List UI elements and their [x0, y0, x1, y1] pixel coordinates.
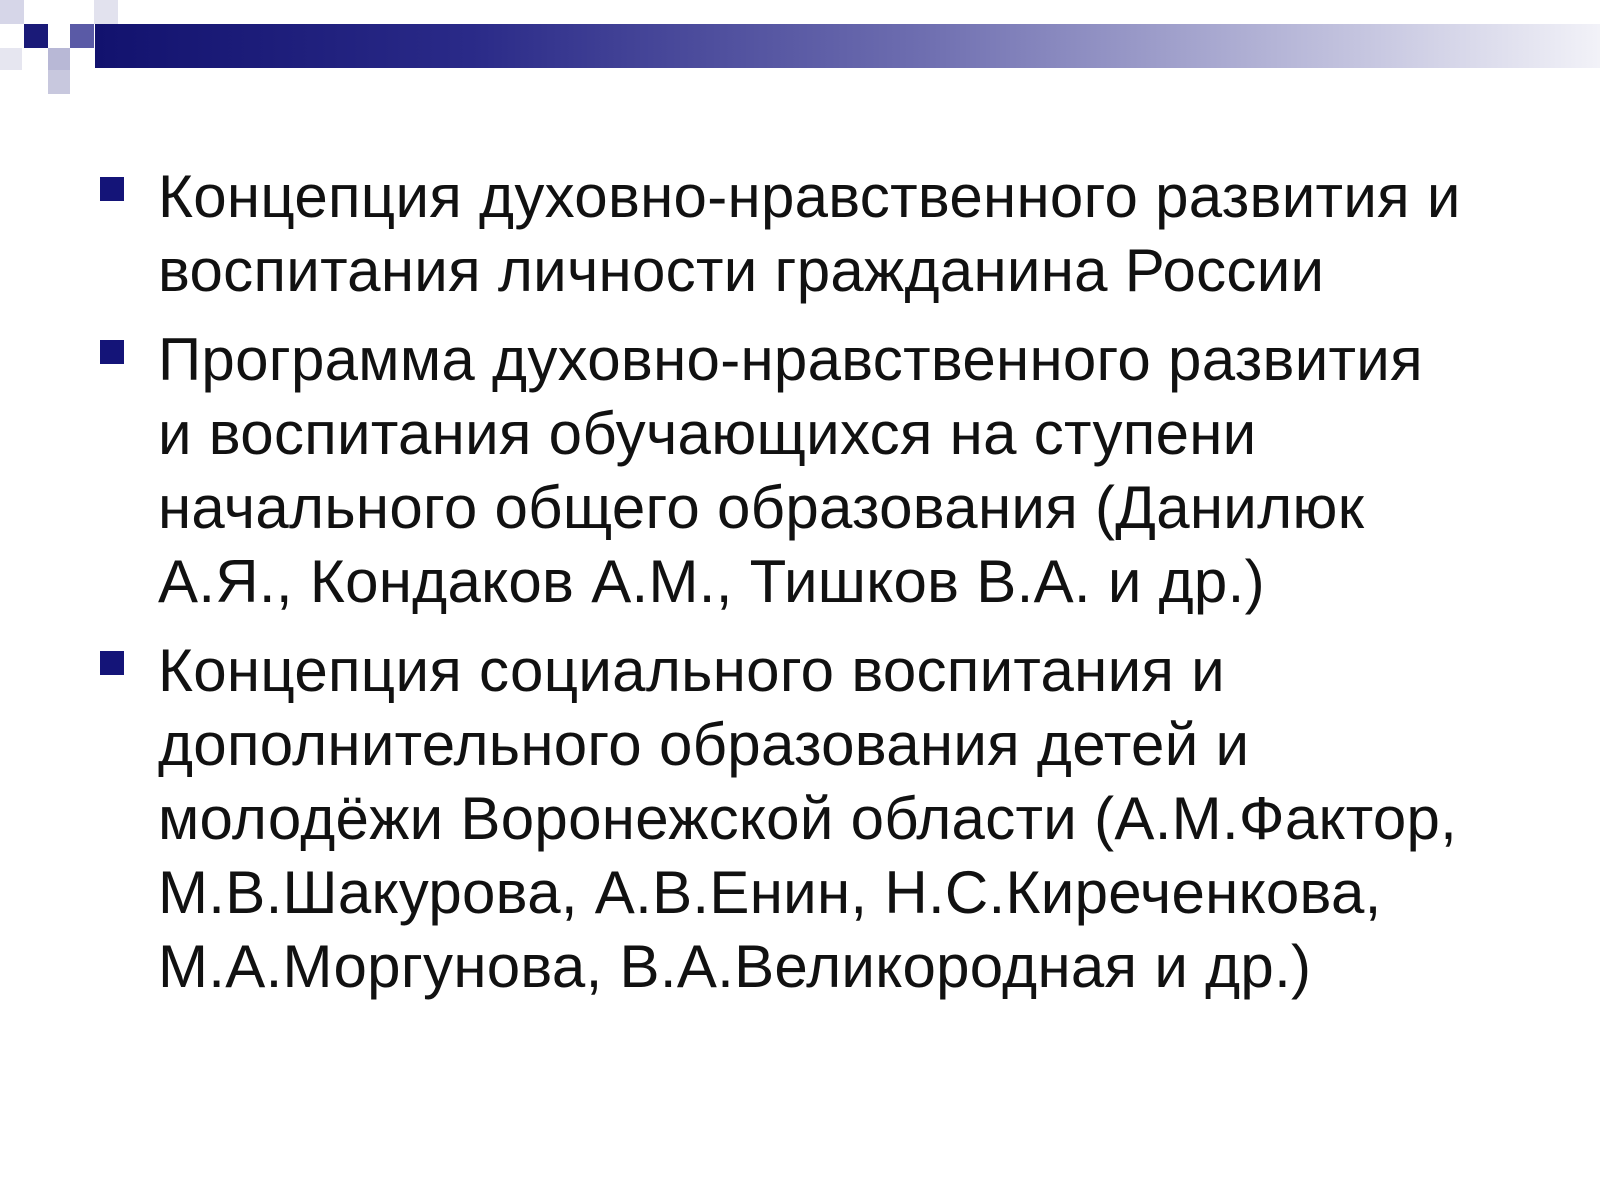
bullet-text: Концепция социального воспитания и дополнительного образования детей и молодёжи Воронежской области (А.М.Фактор, М.В.Шакурова, А.В.Енин, Н.С.Киреченкова, М.А.Моргунова, В.А.Великородная и др.) [158, 637, 1458, 1000]
decor-square [70, 24, 94, 48]
square-bullet-icon [100, 340, 124, 364]
decor-square [0, 0, 24, 24]
bullet-item [98, 634, 1538, 1004]
bullet-list [98, 160, 1538, 1019]
header-gradient-bar [95, 24, 1600, 68]
decor-square [48, 70, 70, 94]
decor-square [24, 24, 48, 48]
bullet-item [98, 160, 1538, 308]
decor-square [48, 48, 70, 70]
decor-square [94, 0, 118, 24]
bullet-text: Программа духовно-нравственного развития и воспитания обучающихся на ступени начального общего образования (Данилюк А.Я., Кондаков А.М., Тишков В.А. и др.) [158, 326, 1423, 615]
bullet-item [98, 323, 1538, 619]
square-bullet-icon [100, 177, 124, 201]
decor-square [0, 48, 22, 70]
bullet-text: Концепция духовно-нравственного развития и воспитания личности гражданина России [158, 163, 1461, 304]
square-bullet-icon [100, 651, 124, 675]
